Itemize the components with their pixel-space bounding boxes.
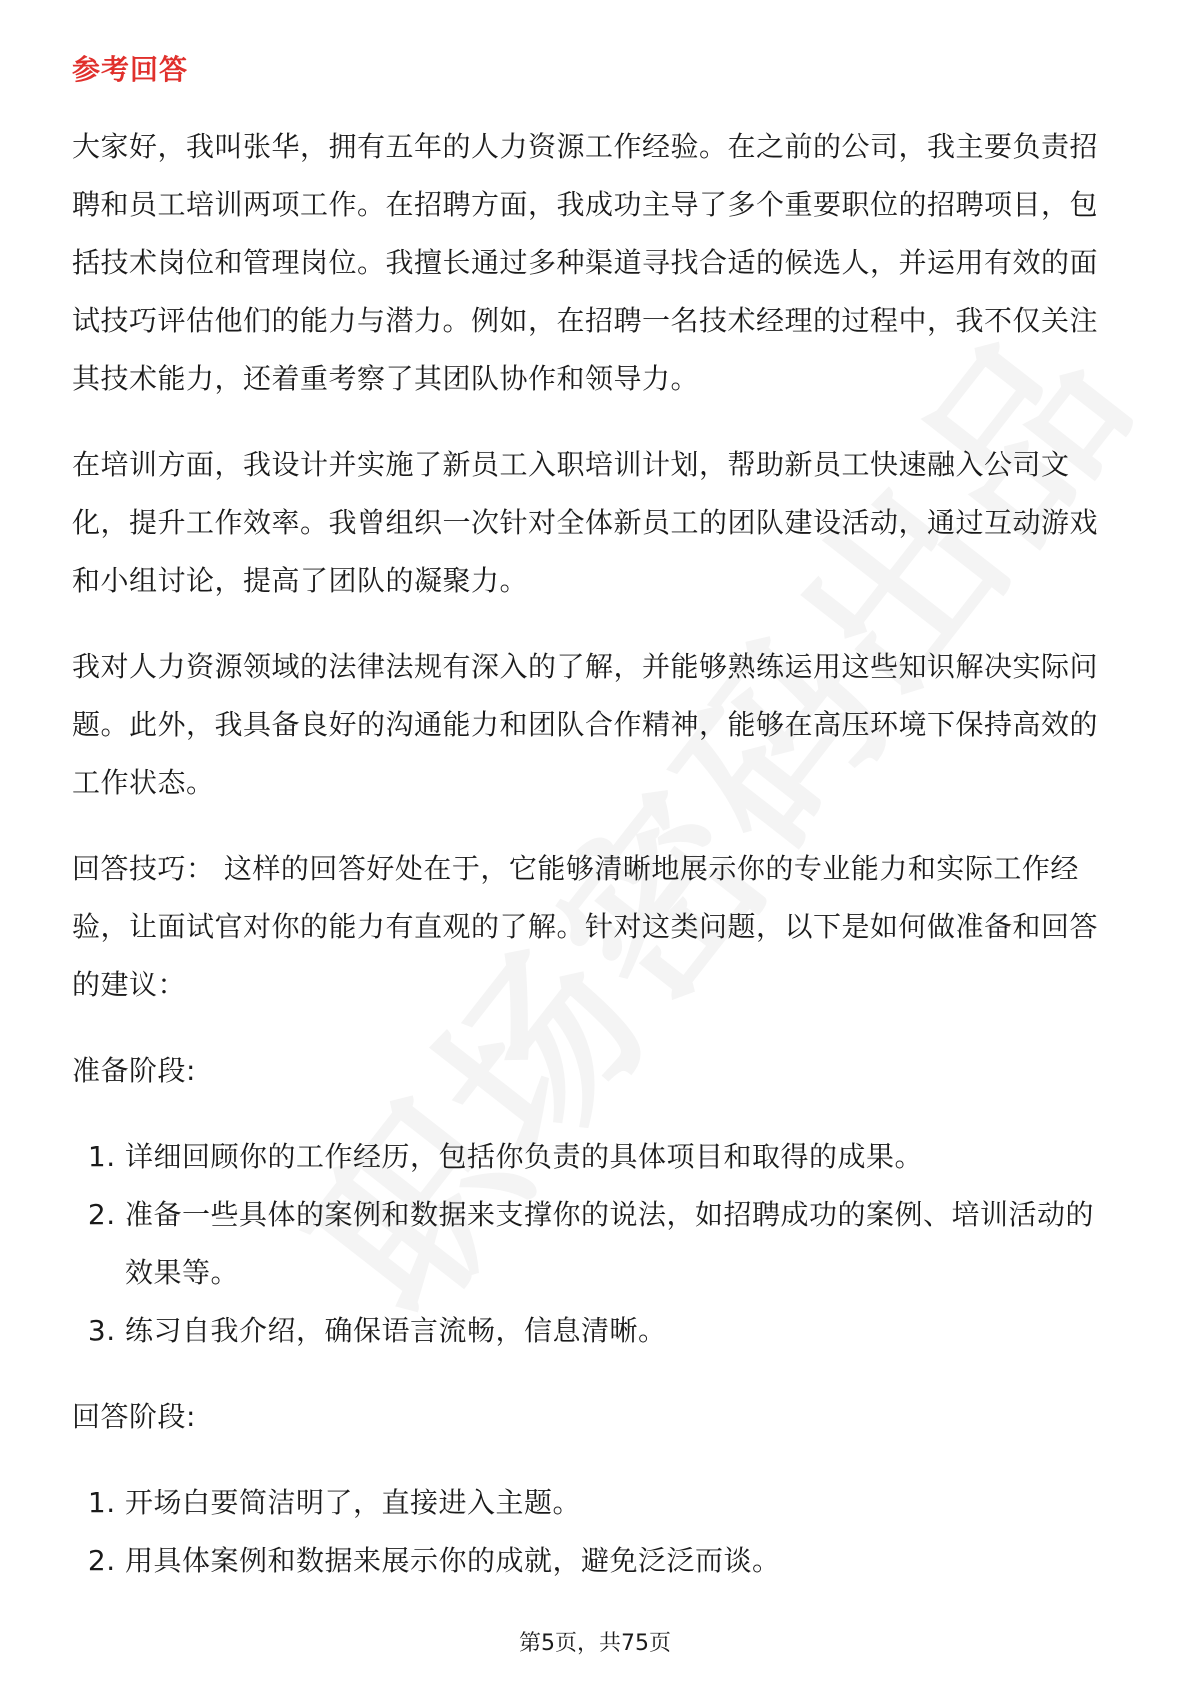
paragraph: 大家好，我叫张华，拥有五年的人力资源工作经验。在之前的公司，我主要负责招聘和员工培训两项工作。在招聘方面，我成功主导了多个重要职位的招聘项目，包括技术岗位和管理岗位。我擅长通过多种渠道寻找合适的候选人，并运用有效的面试技巧评估他们的能力与潜力。例如，在招聘一名技术经理的过程中，我不仅关注其技术能力，还着重考察了其团队协作和领导力。 <box>72 130 1099 395</box>
prep-stage-label: 准备阶段: <box>72 1054 196 1087</box>
list-item: 1. 详细回顾你的工作经历，包括你负责的具体项目和取得的成果。 <box>125 1128 1118 1186</box>
paragraph: 在培训方面，我设计并实施了新员工入职培训计划，帮助新员工快速融入公司文化，提升工作效率。我曾组织一次针对全体新员工的团队建设活动，通过互动游戏和小组讨论，提高了团队的凝聚力。 <box>72 448 1099 597</box>
paragraph: 我对人力资源领域的法律法规有深入的了解，并能够熟练运用这些知识解决实际问题。此外，我具备良好的沟通能力和团队合作精神，能够在高压环境下保持高效的工作状态。 <box>72 650 1099 799</box>
page-number: 第5页，共75页 <box>519 1631 671 1656</box>
prep-stage-list <box>72 1128 1118 1360</box>
list-item: 2. 用具体案例和数据来展示你的成就，避免泛泛而谈。 <box>125 1532 1118 1590</box>
list-item: 1. 开场白要简洁明了，直接进入主题。 <box>125 1474 1118 1532</box>
list-item: 2. 准备一些具体的案例和数据来支撑你的说法，如招聘成功的案例、培训活动的效果等。 <box>125 1186 1118 1302</box>
answer-stage-list <box>72 1474 1118 1590</box>
section-title: 参考回答 <box>72 53 189 86</box>
answer-tips-paragraph: 回答技巧： 这样的回答好处在于，它能够清晰地展示你的专业能力和实际工作经验，让面试官对你的能力有直观的了解。针对这类问题，以下是如何做准备和回答的建议： <box>72 852 1099 1001</box>
list-item: 3. 练习自我介绍，确保语言流畅，信息清晰。 <box>125 1302 1118 1360</box>
answer-stage-label: 回答阶段: <box>72 1400 196 1433</box>
answer-content <box>72 118 1118 1618</box>
